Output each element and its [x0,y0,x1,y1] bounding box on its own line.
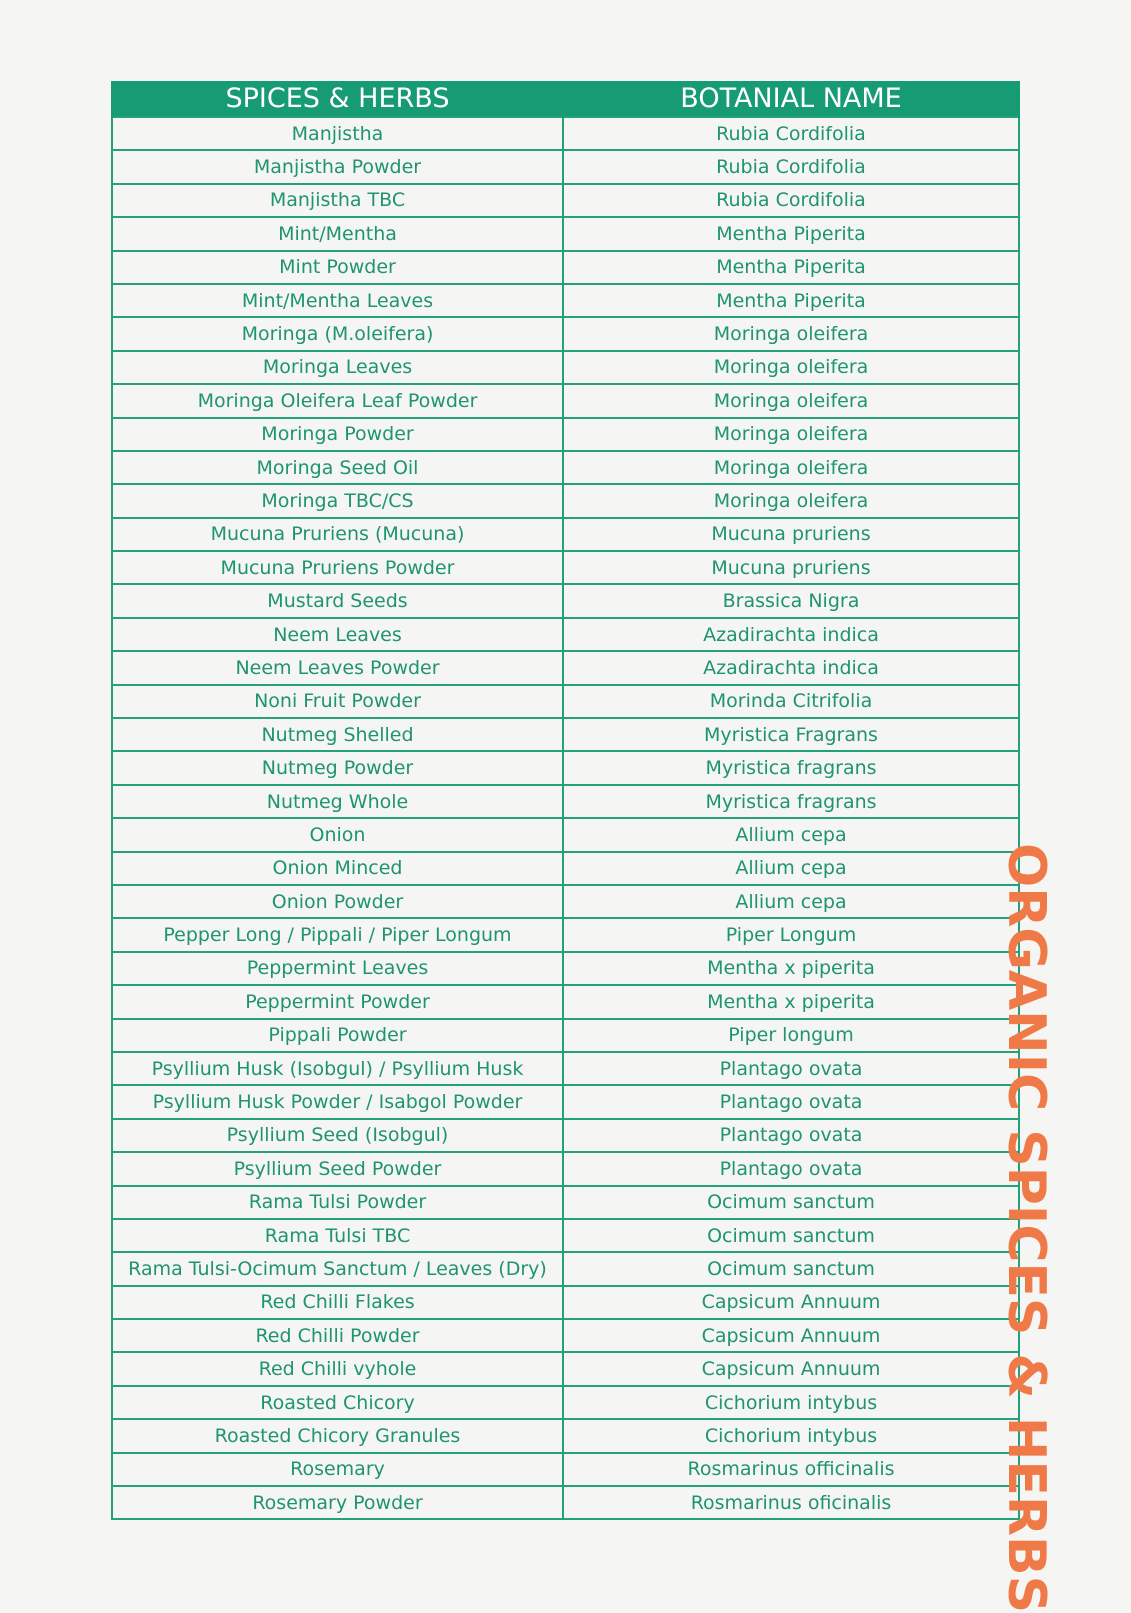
table-row [112,351,1019,384]
spice-name-cell: Mint/Mentha [112,217,563,250]
table-row [112,885,1019,918]
column-header-botanical-name: BOTANIAL NAME [563,81,1019,117]
table-row [112,685,1019,718]
side-title: ORGANIC SPICES & HERBS [996,843,1056,1613]
table-row [112,1219,1019,1252]
botanical-name-cell: Capsicum Annuum [563,1352,1019,1385]
botanical-name-cell: Mentha x piperita [563,985,1019,1018]
table-row [112,785,1019,818]
spice-name-cell: Red Chilli vyhole [112,1352,563,1385]
table-row [112,1486,1019,1519]
table-row [112,117,1019,150]
botanical-name-cell: Ocimum sanctum [563,1252,1019,1285]
spice-name-cell: Rosemary Powder [112,1486,563,1519]
botanical-name-cell: Moringa oleifera [563,317,1019,350]
table-row [112,1119,1019,1152]
botanical-name-cell: Cichorium intybus [563,1419,1019,1452]
spice-name-cell: Red Chilli Powder [112,1319,563,1352]
botanical-name-cell: Moringa oleifera [563,418,1019,451]
table-row [112,985,1019,1018]
botanical-name-cell: Mentha x piperita [563,952,1019,985]
table-row [112,818,1019,851]
spice-name-cell: Nutmeg Whole [112,785,563,818]
botanical-name-cell: Rosmarinus oficinalis [563,1486,1019,1519]
spice-name-cell: Manjistha Powder [112,150,563,183]
spice-name-cell: Rama Tulsi-Ocimum Sanctum / Leaves (Dry) [112,1252,563,1285]
botanical-name-cell: Brassica Nigra [563,584,1019,617]
table-row [112,718,1019,751]
table-row [112,1352,1019,1385]
botanical-name-cell: Allium cepa [563,852,1019,885]
botanical-name-cell: Plantago ovata [563,1085,1019,1118]
spice-name-cell: Nutmeg Shelled [112,718,563,751]
table-row [112,284,1019,317]
botanical-name-cell: Mentha Piperita [563,251,1019,284]
spice-name-cell: Onion Minced [112,852,563,885]
table-row [112,952,1019,985]
botanical-name-cell: Moringa oleifera [563,384,1019,417]
table-row [112,618,1019,651]
spice-name-cell: Moringa TBC/CS [112,484,563,517]
botanical-name-cell: Morinda Citrifolia [563,685,1019,718]
table-row [112,484,1019,517]
botanical-name-cell: Plantago ovata [563,1152,1019,1185]
botanical-name-cell: Mucuna pruriens [563,518,1019,551]
table-row [112,584,1019,617]
spice-name-cell: Pepper Long / Pippali / Piper Longum [112,918,563,951]
spice-name-cell: Manjistha [112,117,563,150]
table-row [112,1152,1019,1185]
botanical-name-cell: Azadirachta indica [563,618,1019,651]
table-row [112,1085,1019,1118]
table-row [112,251,1019,284]
spice-name-cell: Moringa Seed Oil [112,451,563,484]
spice-name-cell: Moringa Leaves [112,351,563,384]
spice-name-cell: Peppermint Powder [112,985,563,1018]
botanical-name-cell: Capsicum Annuum [563,1319,1019,1352]
botanical-name-cell: Myristica fragrans [563,751,1019,784]
botanical-name-cell: Piper Longum [563,918,1019,951]
spice-name-cell: Rama Tulsi TBC [112,1219,563,1252]
spice-name-cell: Moringa Powder [112,418,563,451]
spice-name-cell: Mint/Mentha Leaves [112,284,563,317]
botanical-name-cell: Rubia Cordifolia [563,117,1019,150]
header-row [112,81,1019,117]
spice-name-cell: Pippali Powder [112,1019,563,1052]
spice-name-cell: Nutmeg Powder [112,751,563,784]
table-row [112,451,1019,484]
botanical-name-cell: Rosmarinus officinalis [563,1453,1019,1486]
table-row [112,1052,1019,1085]
botanical-name-cell: Allium cepa [563,885,1019,918]
botanical-name-cell: Rubia Cordifolia [563,184,1019,217]
botanical-name-cell: Mucuna pruriens [563,551,1019,584]
column-header-spices: SPICES & HERBS [112,81,563,117]
botanical-name-cell: Allium cepa [563,818,1019,851]
spice-name-cell: Rosemary [112,1453,563,1486]
spice-name-cell: Neem Leaves Powder [112,651,563,684]
table-row [112,384,1019,417]
spice-name-cell: Moringa (M.oleifera) [112,317,563,350]
spice-name-cell: Mucuna Pruriens Powder [112,551,563,584]
table-row [112,150,1019,183]
botanical-name-cell: Azadirachta indica [563,651,1019,684]
table-row [112,1252,1019,1285]
spice-name-cell: Roasted Chicory Granules [112,1419,563,1452]
table-row [112,418,1019,451]
botanical-name-cell: Mentha Piperita [563,284,1019,317]
spice-name-cell: Red Chilli Flakes [112,1286,563,1319]
botanical-name-cell: Moringa oleifera [563,484,1019,517]
table-header [112,81,1019,117]
table-row [112,317,1019,350]
botanical-name-cell: Moringa oleifera [563,451,1019,484]
table-row [112,751,1019,784]
spice-name-cell: Onion Powder [112,885,563,918]
table-row [112,1453,1019,1486]
botanical-name-cell: Cichorium intybus [563,1386,1019,1419]
spice-name-cell: Psyllium Seed Powder [112,1152,563,1185]
botanical-name-cell: Ocimum sanctum [563,1219,1019,1252]
table-row [112,1419,1019,1452]
botanical-name-cell: Moringa oleifera [563,351,1019,384]
botanical-name-cell: Myristica Fragrans [563,718,1019,751]
table-row [112,852,1019,885]
spice-name-cell: Mucuna Pruriens (Mucuna) [112,518,563,551]
table-row [112,217,1019,250]
spice-name-cell: Roasted Chicory [112,1386,563,1419]
spice-name-cell: Psyllium Husk (Isobgul) / Psyllium Husk [112,1052,563,1085]
spice-name-cell: Rama Tulsi Powder [112,1186,563,1219]
table-row [112,1186,1019,1219]
spice-name-cell: Psyllium Seed (Isobgul) [112,1119,563,1152]
botanical-name-cell: Myristica fragrans [563,785,1019,818]
table-row [112,1019,1019,1052]
spice-name-cell: Psyllium Husk Powder / Isabgol Powder [112,1085,563,1118]
table-row [112,651,1019,684]
botanical-name-cell: Plantago ovata [563,1052,1019,1085]
botanical-name-cell: Rubia Cordifolia [563,150,1019,183]
table-row [112,1319,1019,1352]
spice-name-cell: Peppermint Leaves [112,952,563,985]
spice-name-cell: Moringa Oleifera Leaf Powder [112,384,563,417]
table-row [112,1386,1019,1419]
botanical-name-cell: Mentha Piperita [563,217,1019,250]
spice-name-cell: Noni Fruit Powder [112,685,563,718]
spice-name-cell: Manjistha TBC [112,184,563,217]
botanical-name-cell: Ocimum sanctum [563,1186,1019,1219]
spices-table [111,81,1020,1520]
table-row [112,551,1019,584]
spice-name-cell: Onion [112,818,563,851]
table-row [112,184,1019,217]
table-row [112,918,1019,951]
botanical-name-cell: Plantago ovata [563,1119,1019,1152]
table-row [112,1286,1019,1319]
spice-name-cell: Mustard Seeds [112,584,563,617]
botanical-name-cell: Capsicum Annuum [563,1286,1019,1319]
botanical-name-cell: Piper longum [563,1019,1019,1052]
spice-name-cell: Mint Powder [112,251,563,284]
table-body [112,117,1019,1519]
table-row [112,518,1019,551]
spice-name-cell: Neem Leaves [112,618,563,651]
